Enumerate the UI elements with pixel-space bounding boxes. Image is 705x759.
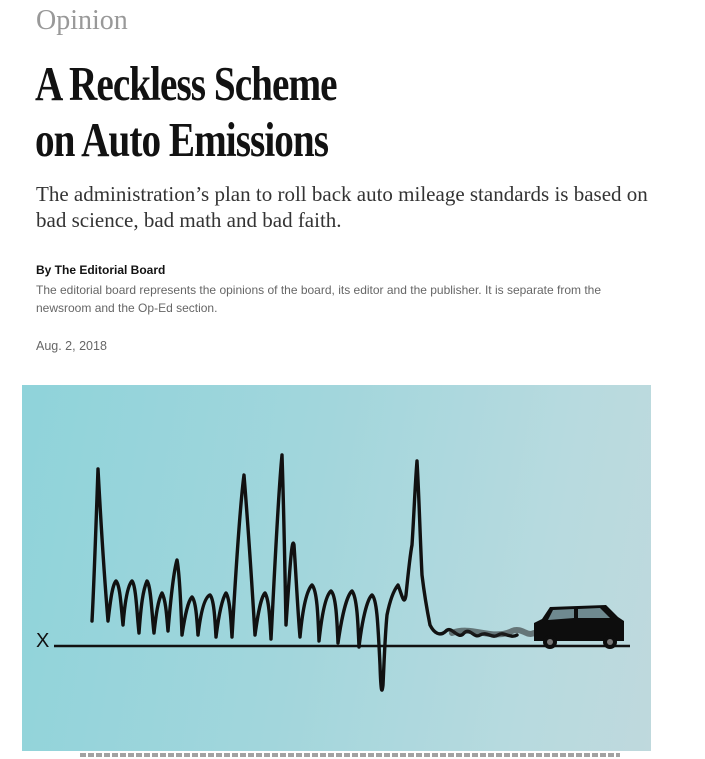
byline-author[interactable]: By The Editorial Board (36, 263, 166, 277)
publish-date: Aug. 2, 2018 (36, 339, 107, 353)
lead-illustration (22, 385, 651, 751)
signature-scribble (92, 455, 517, 690)
signature-illustration (22, 385, 651, 751)
headline-line-2: on Auto Emissions (35, 112, 329, 167)
article-headline (35, 56, 547, 168)
headline-line-1: A Reckless Scheme (35, 56, 337, 111)
byline-description: The editorial board represents the opinions of the board, its editor and the publisher. It is separate from the newsroom and the Op-Ed section. (36, 283, 602, 315)
caption-text-cutoff (80, 753, 620, 757)
suv-icon (534, 605, 624, 649)
article-summary: The administration’s plan to roll back auto mileage standards is based on bad science, bad math and bad faith. (36, 182, 648, 232)
signature-x-mark: X (36, 630, 50, 652)
section-label[interactable]: Opinion (36, 5, 128, 36)
